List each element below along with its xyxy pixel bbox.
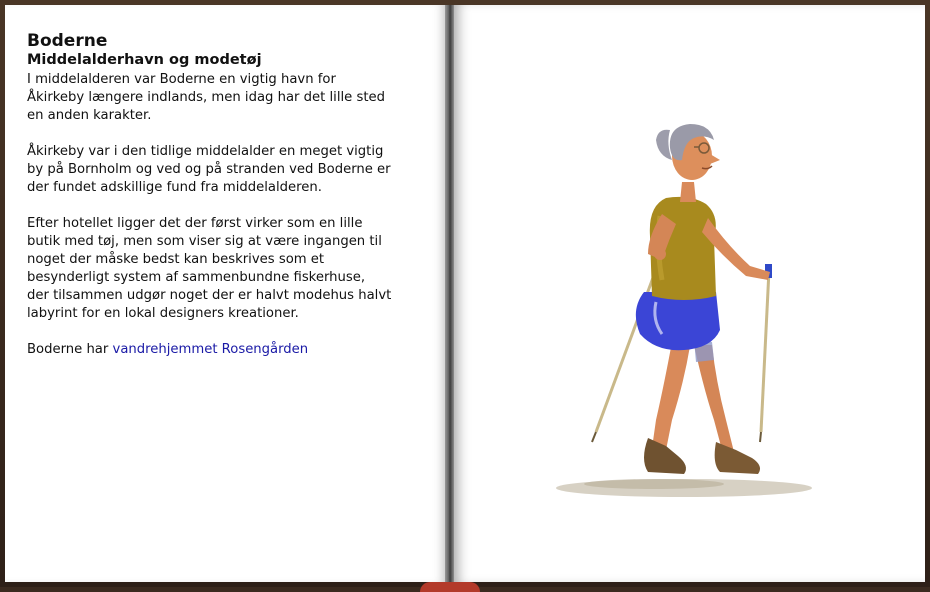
paragraph-4 [27, 341, 427, 359]
hostel-link[interactable]: vandrehjemmet Rosengården [112, 342, 309, 357]
paragraph-4-text: Boderne har [27, 342, 113, 357]
paragraph-3: Efter hotellet ligger det der først virker som en lille butik med tøj, men som viser sig at være ingangen til noget der måske bedst kan beskrives som et besynderligt system af sammenbundne fiskerhuse, der tilsammen udgør noget der er halvt modehus halvt labyrint for en lokal designers kreationer. [27, 216, 392, 321]
page-title: Boderne [27, 31, 108, 51]
bottom-page-tab[interactable] [420, 582, 480, 592]
page-subtitle: Middelalderhavn og modetøj [27, 52, 262, 68]
article-content [27, 31, 427, 377]
paragraph-1: I middelalderen var Boderne en vigtig havn for Åkirkeby længere indlands, men idag har det lille sted en anden karakter. [27, 72, 385, 123]
left-page [5, 5, 445, 582]
book-spine [445, 5, 454, 582]
paragraph-2: Åkirkeby var i den tidlige middelalder en meget vigtig by på Bornholm og ved og på stranden ved Boderne er der fundet adskillige fund fra middelalderen. [27, 144, 391, 195]
right-page [454, 5, 925, 582]
watercolor-nordic-walker-icon [544, 120, 824, 510]
